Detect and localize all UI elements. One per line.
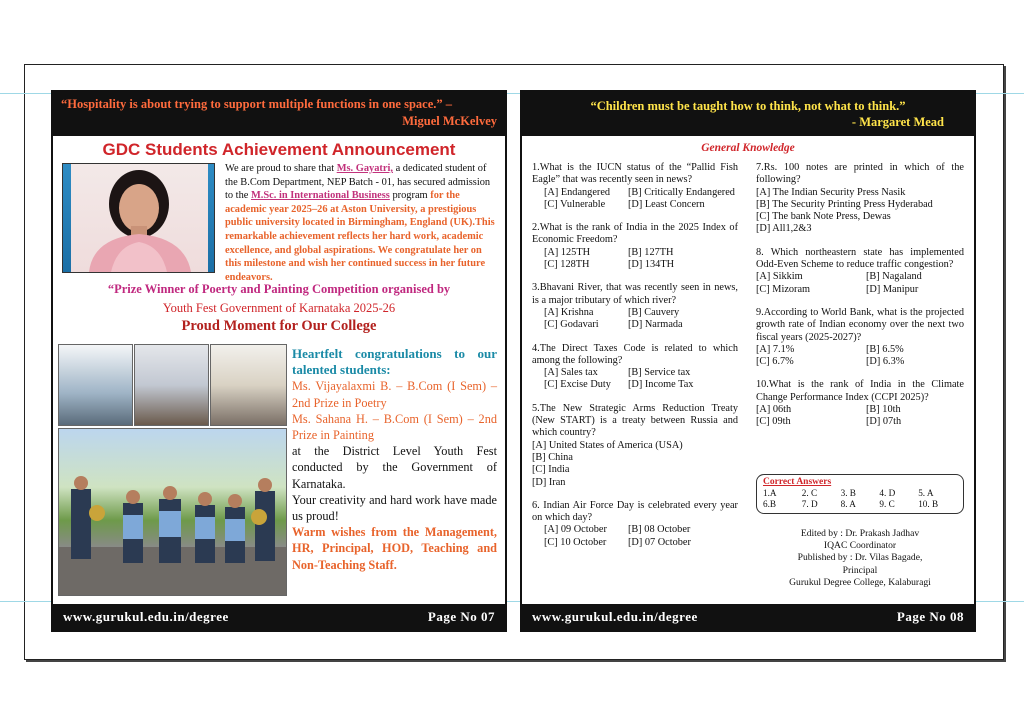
answer-3: 3. B [840,488,856,498]
question-3 [532,282,738,331]
achievement-paragraph [225,162,497,284]
answer-9: 9. C [879,499,895,509]
options [532,187,738,212]
event-photo-3 [210,344,287,426]
option-d: [D] Narmada [628,319,683,331]
prize-line-2: Youth Fest Government of Karnataka 2025-26 [162,301,396,315]
group-photo [58,428,287,596]
option-c: [C] Godavari [544,319,599,331]
option-c: [C] The bank Note Press, Dewas [756,211,891,223]
section-title: General Knowledge [701,142,795,154]
achievement-text-3: program [389,190,428,202]
option-d: [D] Income Tax [628,379,694,391]
option-c: [C] 10 October [544,536,607,548]
answer-key-grid [763,488,957,510]
congratulations-text [292,346,497,573]
option-a: [A] Endangered [544,186,611,198]
answer-10: 10. B [918,499,939,509]
editor-role: IQAC Coordinator [823,540,897,552]
option-d: [D] Least Concern [628,198,705,210]
option-b: [B] The Security Printing Press Hyderabad [756,198,933,210]
answer-8: 8. A [840,499,856,509]
prize-line-1: “Prize Winner of Poerty and Painting Competition organised by [107,282,451,296]
question-8 [756,247,964,296]
question-text: 10.What is the rank of India in the Climate Change Performance Index (CCPI 2025)? [756,379,964,403]
options [756,344,964,369]
options [532,367,738,392]
options [532,247,738,272]
option-b: [B] 10th [866,404,901,416]
page-07 [51,90,507,632]
option-c: [C] Vulnerable [544,198,606,210]
achievement-text-2: a dedicated student of the B.Com Department, NEP Batch - 01, has secured admission to the [225,163,491,202]
college-name: Gurukul Degree College, Kalaburagi [789,576,931,588]
question-text: 7.Rs. 100 notes are printed in which of the following? [756,162,964,186]
option-d: [D] 6.3% [866,356,905,368]
quote-text: “Hospitality is about trying to support multiple functions in one space.” – [61,97,453,111]
option-c: [C] India [532,464,570,476]
quote-author: Miguel McKelvey [402,114,497,128]
quote-banner [522,92,974,136]
option-a: [A] 09 October [544,524,607,536]
option-b: [B] China [532,451,573,463]
prize-section [53,282,505,335]
answer-4: 4. D [879,488,896,498]
option-a: [A] United States of America (USA) [532,439,683,451]
option-c: [C] 6.7% [756,356,794,368]
answer-6: 6.B [763,499,777,509]
option-b: [B] 6.5% [866,343,904,355]
option-d: [D] All1,2&3 [756,223,812,235]
options [532,440,738,489]
option-c: [C] 128TH [544,259,590,271]
published-by: Published by : Dr. Vilas Bagade, [797,552,923,564]
question-text: 8. Which northeastern state has implemented Odd-Even Scheme to reduce traffic congestion? [756,246,964,271]
option-b: [B] 127TH [628,246,674,258]
question-text: 2.What is the rank of India in the 2025 Index of Economic Freedom? [532,222,738,246]
questions-column-right [756,162,964,440]
group-photo-figures [59,429,286,595]
option-d: [D] 07th [866,416,902,428]
student-name: Ms. Gayatri, [336,163,393,174]
footer-url: www.gurukul.edu.in/degree [532,609,698,624]
credits-block [756,528,964,589]
event-photo-1 [58,344,133,426]
congrats-heading: Heartfelt congratulations to our talented students: [292,346,497,378]
question-text: 5.The New Strategic Arms Reduction Treaty (New START) is a treaty between Russia and which country? [532,402,738,439]
page-08 [520,90,976,632]
option-c: [C] Mizoram [756,283,811,295]
answer-2: 2. C [801,488,818,498]
event-text: at the District Level Youth Fest conducted by the Government of Karnataka. [292,444,497,491]
announcement-title: GDC Students Achievement Announcement [102,140,456,159]
option-b: [B] Cauvery [628,306,680,318]
option-b: [B] Nagaland [866,271,922,283]
question-2 [532,222,738,271]
publisher-role: Principal [842,564,878,576]
option-a: [A] 06th [756,404,792,416]
question-1 [532,162,738,211]
options [532,307,738,332]
question-text: 1.What is the IUCN status of the “Pallid Fish Eagle” that was recently seen in news? [532,162,738,186]
student-photo [62,163,215,273]
photo-collage [58,344,286,596]
question-text: 4.The Direct Taxes Code is related to which among the following? [532,342,738,366]
option-b: [B] 08 October [628,524,691,536]
answer-1: 1.A [763,488,777,498]
option-a: [A] The Indian Security Press Nasik [756,186,906,198]
question-10 [756,379,964,428]
question-5 [532,403,738,489]
winner-1: Ms. Vijayalaxmi B. – B.Com (I Sem) – 2nd Prize in Poetry [292,379,497,410]
proud-text: Your creativity and hard work have made us proud! [292,492,497,524]
option-a: [A] Sales tax [544,367,598,379]
achievement-text-1: We are proud to share that [225,163,337,174]
winner-2: Ms. Sahana H. – B.Com (I Sem) – 2nd Prize in Painting [292,411,497,443]
option-d: [D] Iran [532,476,566,488]
quote-text: “Children must be taught how to think, not what to think.” [590,99,906,113]
quote-author: - Margaret Mead [851,115,944,129]
options [756,271,964,296]
answer-key-box [756,474,964,514]
question-6 [532,500,738,549]
edited-by: Edited by : Dr. Prakash Jadhav [800,528,920,539]
question-9 [756,307,964,368]
footer-url: www.gurukul.edu.in/degree [63,609,229,624]
option-c: [C] Excise Duty [544,379,611,391]
page-number: Page No 08 [896,609,964,624]
option-c: [C] 09th [756,416,791,428]
student-portrait [71,164,208,272]
event-photo-2 [134,344,209,426]
answer-7: 7. D [801,499,818,509]
wishes-text: Warm wishes from the Management, HR, Principal, HOD, Teaching and Non-Teaching Staff. [292,525,497,572]
answer-key-title: Correct Answers [763,477,832,487]
page-footer [522,604,974,630]
question-text: 6. Indian Air Force Day is celebrated every year on which day? [532,499,738,524]
question-4 [532,343,738,392]
option-d: [D] 07 October [628,536,691,548]
question-text: 3.Bhavani River, that was recently seen in news, is a major tributary of which river? [532,282,738,306]
option-a: [A] Sikkim [756,271,803,283]
option-a: [A] 7.1% [756,343,795,355]
program-name: M.Sc. in International Business [250,190,390,202]
option-d: [D] Manipur [866,283,919,295]
option-b: [B] Critically Endangered [628,186,735,198]
page-number: Page No 07 [427,609,495,624]
answer-5: 5. A [918,488,934,498]
options [532,524,738,549]
page-footer [53,604,505,630]
quote-banner [53,92,505,136]
questions-column-left [532,162,738,560]
option-a: [A] Krishna [544,306,594,318]
options [756,404,964,429]
question-text: 9.According to World Bank, what is the projected growth rate of Indian economy over the next two fiscal years (2025-2027)? [756,306,964,343]
option-d: [D] 134TH [628,259,675,271]
prize-line-3: Proud Moment for Our College [181,318,377,334]
achievement-text-4: for the academic year 2025–26 at Aston University, a prestigious public university located in Birmingham, England (UK).This remarkable achievement reflects her hard work, academic excellence, and global aspirations. We congratulate her on this milestone and wish her continued success in her future endeavors. [225,190,495,283]
option-b: [B] Service tax [628,367,691,379]
option-a: [A] 125TH [544,246,591,258]
question-7 [756,162,964,236]
